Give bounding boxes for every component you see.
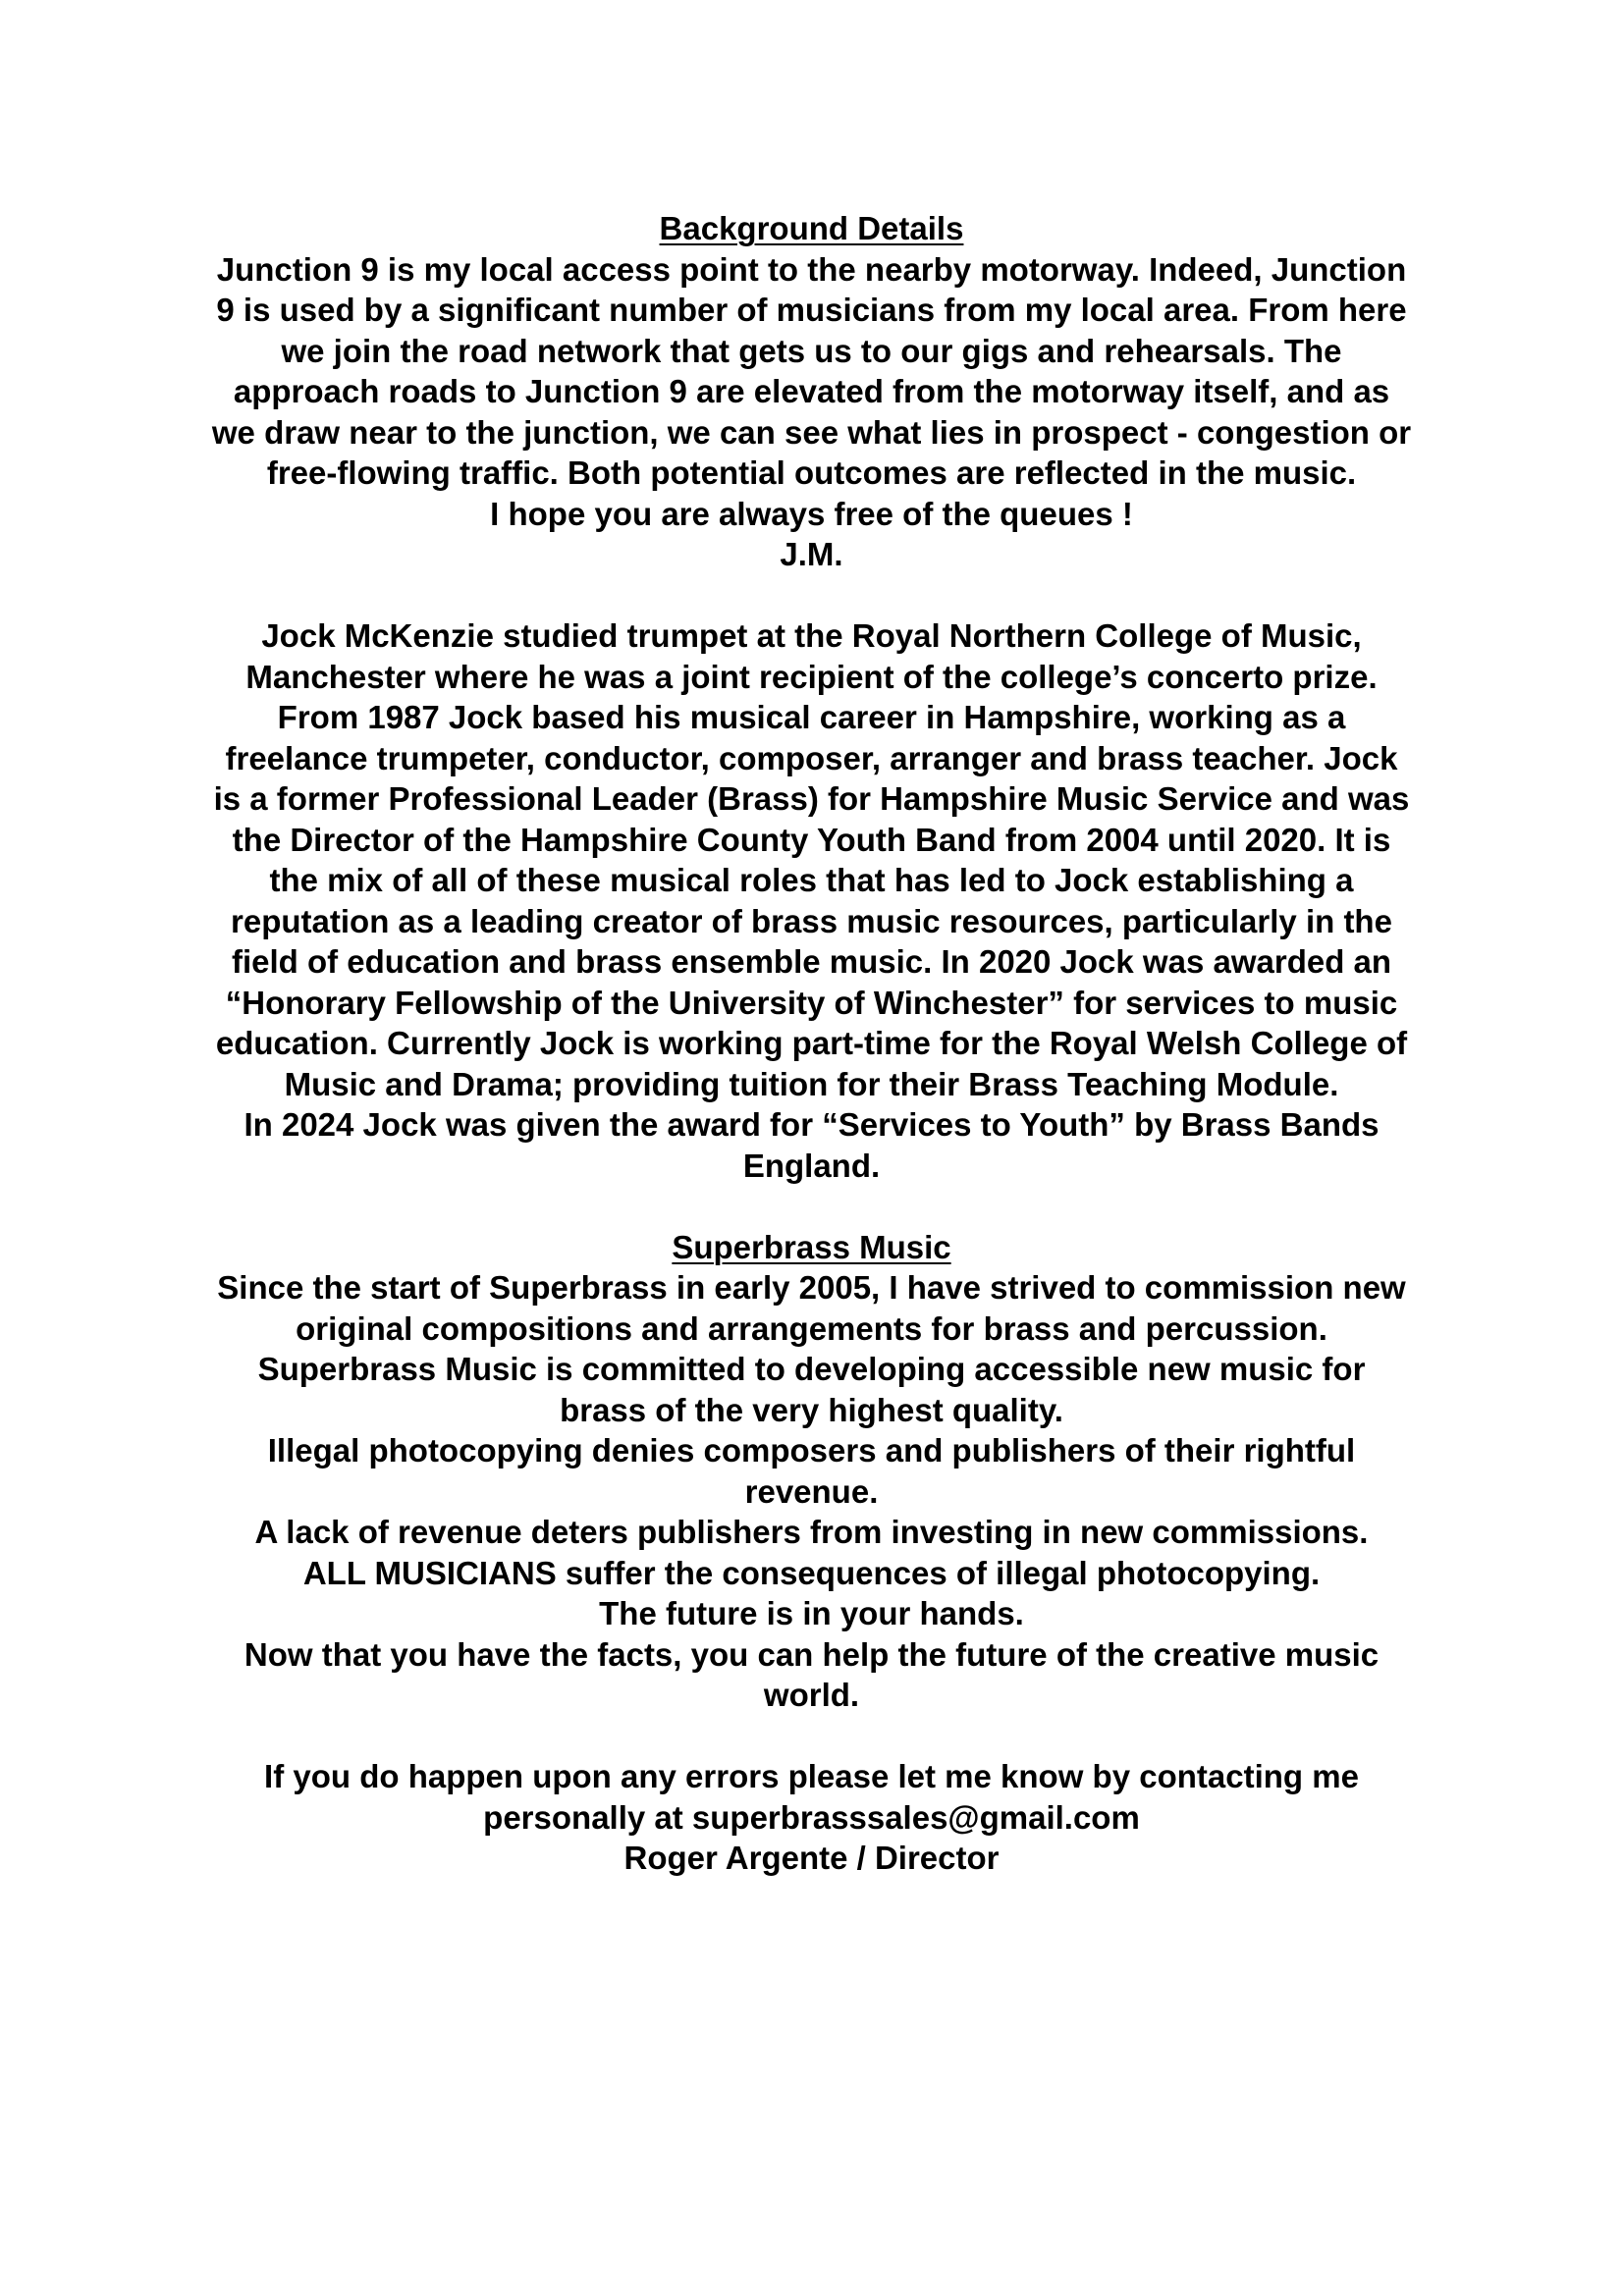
contact-signature: Roger Argente / Director — [623, 1840, 1000, 1876]
biography-line: field of education and brass ensemble music. In 2020 Jock was awarded an — [231, 943, 1392, 980]
biography-line: “Honorary Fellowship of the University of Winchester” for services to music — [225, 984, 1398, 1021]
background-signature: J.M. — [780, 536, 843, 572]
superbrass-line: brass of the very highest quality. — [560, 1391, 1063, 1428]
superbrass-line: ALL MUSICIANS suffer the consequences of illegal photocopying. — [302, 1554, 1321, 1591]
superbrass-line: A lack of revenue deters publishers from investing in new commissions. — [254, 1514, 1369, 1550]
spacer — [137, 1716, 1486, 1757]
background-line: Junction 9 is my local access point to the nearby motorway. Indeed, Junction — [216, 250, 1407, 288]
contact-section — [137, 1756, 1486, 1879]
superbrass-line: Superbrass Music is committed to developing accessible new music for — [257, 1351, 1366, 1387]
biography-line: freelance trumpeter, conductor, composer, arranger and brass teacher. Jock — [225, 739, 1398, 776]
biography-line: England. — [742, 1147, 881, 1184]
biography-line: Music and Drama; providing tuition for their Brass Teaching Module. — [284, 1065, 1339, 1102]
biography-line: Jock McKenzie studied trumpet at the Royal Northern College of Music, — [261, 617, 1362, 654]
background-section — [137, 208, 1486, 575]
superbrass-line: revenue. — [744, 1472, 879, 1510]
biography-line: Manchester where he was a joint recipient of the college’s concerto prize. — [245, 658, 1378, 695]
background-line: 9 is used by a significant number of musicians from my local area. From here — [216, 292, 1407, 328]
spacer — [137, 575, 1486, 616]
biography-line: education. Currently Jock is working part-time for the Royal Welsh College of — [215, 1025, 1408, 1061]
contact-email-line: personally at superbrasssales@gmail.com — [483, 1798, 1140, 1836]
superbrass-heading: Superbrass Music — [672, 1228, 951, 1265]
superbrass-section — [137, 1227, 1486, 1716]
biography-line: is a former Professional Leader (Brass) for Hampshire Music Service and was — [213, 780, 1410, 817]
superbrass-line: Now that you have the facts, you can help the future of the creative music — [243, 1635, 1380, 1673]
background-heading: Background Details — [659, 210, 964, 246]
superbrass-line: The future is in your hands. — [599, 1595, 1024, 1631]
biography-line: From 1987 Jock based his musical career in Hampshire, working as a — [277, 699, 1346, 735]
background-line: free-flowing traffic. Both potential outcomes are reflected in the music. — [266, 454, 1357, 491]
superbrass-line: world. — [763, 1677, 860, 1713]
spacer — [137, 1186, 1486, 1227]
background-line: approach roads to Junction 9 are elevated from the motorway itself, and as — [233, 373, 1390, 409]
document-body — [137, 208, 1486, 1879]
contact-line: If you do happen upon any errors please let me know by contacting me — [264, 1758, 1359, 1794]
biography-line: the Director of the Hampshire County Youth Band from 2004 until 2020. It is — [232, 821, 1391, 858]
superbrass-line: Since the start of Superbrass in early 2005, I have strived to commission new — [217, 1269, 1406, 1306]
biography-line: In 2024 Jock was given the award for “Services to Youth” by Brass Bands — [243, 1106, 1380, 1143]
biography-section — [137, 615, 1486, 1186]
background-line: I hope you are always free of the queues ! — [490, 495, 1133, 532]
biography-line: reputation as a leading creator of brass music resources, particularly in the — [231, 902, 1392, 939]
superbrass-line: Illegal photocopying denies composers and publishers of their rightful — [267, 1432, 1356, 1468]
superbrass-line: original compositions and arrangements for brass and percussion. — [296, 1309, 1327, 1347]
background-line: we draw near to the junction, we can see what lies in prospect - congestion or — [211, 413, 1412, 451]
background-line: we join the road network that gets us to our gigs and rehearsals. The — [281, 332, 1342, 369]
biography-line: the mix of all of these musical roles that has led to Jock establishing a — [269, 862, 1354, 898]
